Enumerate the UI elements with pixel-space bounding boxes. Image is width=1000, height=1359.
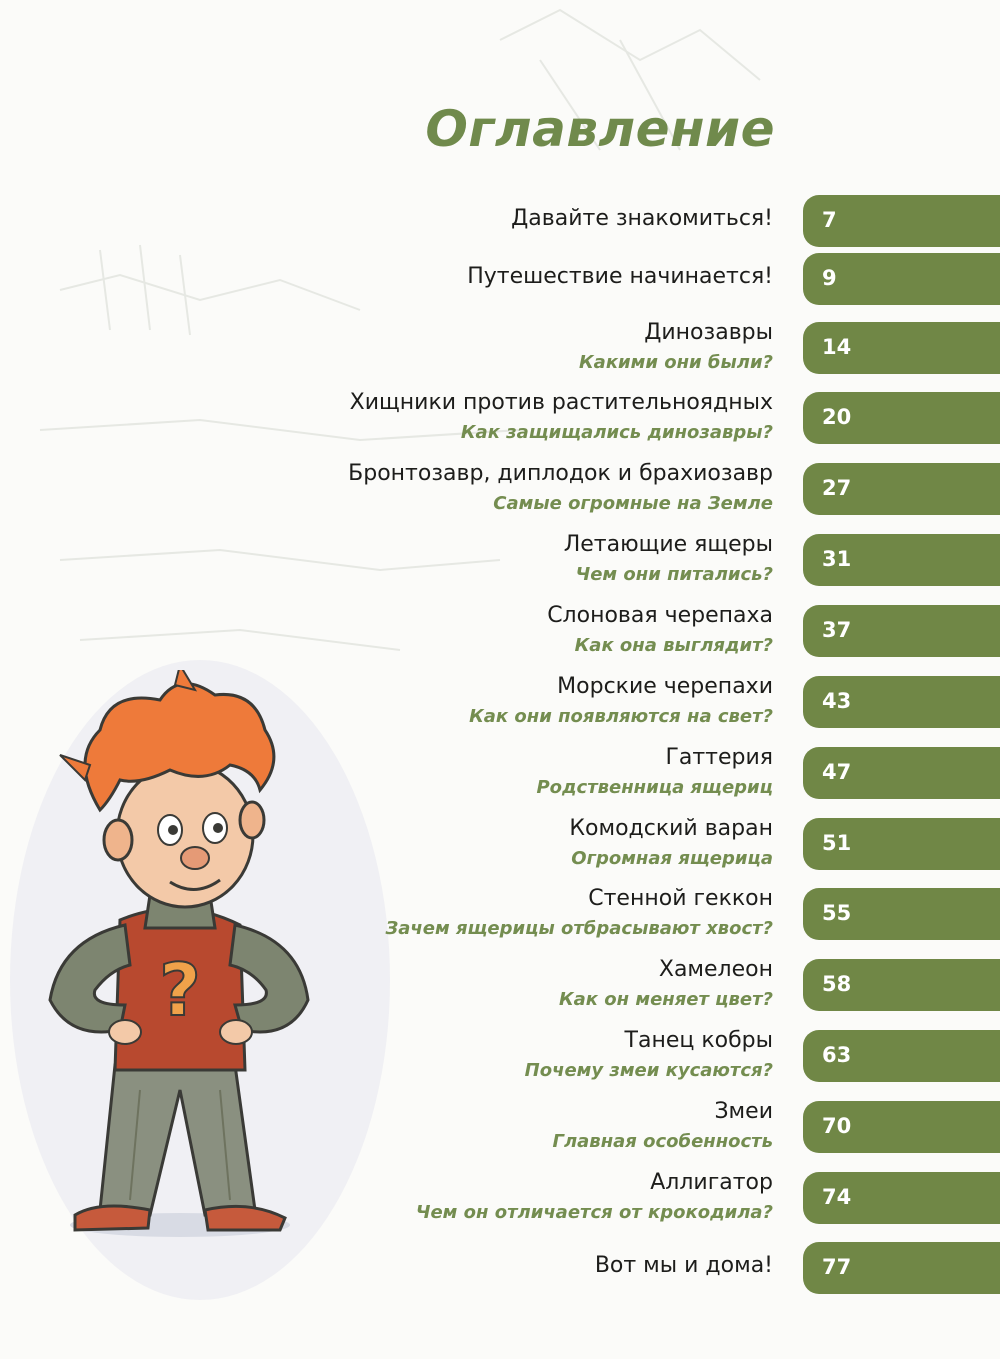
entry-title: Гаттерия	[665, 745, 773, 770]
page-number: 70	[822, 1114, 852, 1138]
boy-character-icon	[30, 670, 330, 1245]
page-number: 63	[822, 1043, 852, 1067]
page-number: 37	[822, 618, 852, 642]
entry-title: Аллигатор	[650, 1170, 773, 1195]
entry-title: Давайте знакомиться!	[511, 206, 773, 231]
entry-title: Морские черепахи	[557, 674, 773, 699]
toc-entry[interactable]	[0, 251, 1000, 313]
toc-entry[interactable]	[0, 193, 1000, 255]
page-number-tab	[803, 1030, 1000, 1082]
page-number: 7	[822, 208, 837, 232]
page-title: Оглавление	[425, 100, 775, 158]
entry-subtitle: Главная особенность	[552, 1131, 773, 1152]
page-number-tab	[803, 392, 1000, 444]
toc-entry[interactable]	[0, 603, 1000, 665]
page-number-tab	[803, 253, 1000, 305]
page-number: 43	[822, 689, 852, 713]
page-number: 20	[822, 405, 852, 429]
page-number: 58	[822, 972, 852, 996]
entry-subtitle: Как защищались динозавры?	[460, 422, 773, 443]
entry-subtitle: Как они появляются на свет?	[469, 706, 773, 727]
toc-entry[interactable]	[0, 390, 1000, 452]
entry-title: Вот мы и дома!	[594, 1253, 773, 1278]
page-number: 51	[822, 831, 852, 855]
entry-title: Путешествие начинается!	[467, 264, 773, 289]
page-number: 74	[822, 1185, 852, 1209]
page-number: 47	[822, 760, 852, 784]
page-number-tab	[803, 818, 1000, 870]
page-number-tab	[803, 959, 1000, 1011]
page-number-tab	[803, 195, 1000, 247]
entry-title: Хищники против растительноядных	[349, 390, 773, 415]
page-number-tab	[803, 463, 1000, 515]
entry-title: Хамелеон	[658, 957, 773, 982]
page-number-tab	[803, 1101, 1000, 1153]
entry-subtitle: Почему змеи кусаются?	[524, 1060, 773, 1081]
page-number-tab	[803, 1242, 1000, 1294]
entry-title: Комодский варан	[569, 816, 773, 841]
entry-title: Танец кобры	[624, 1028, 773, 1053]
entry-subtitle: Как он меняет цвет?	[558, 989, 773, 1010]
entry-title: Летающие ящеры	[563, 532, 773, 557]
page-number: 55	[822, 901, 852, 925]
toc-entry[interactable]	[0, 532, 1000, 594]
page-number-tab	[803, 1172, 1000, 1224]
page-number: 31	[822, 547, 852, 571]
entry-subtitle: Чем он отличается от крокодила?	[415, 1202, 773, 1223]
entry-subtitle: Зачем ящерицы отбрасывают хвост?	[385, 918, 773, 939]
entry-title: Стенной геккон	[588, 886, 773, 911]
entry-subtitle: Родственница ящериц	[536, 777, 773, 798]
page-number-tab	[803, 888, 1000, 940]
toc-entry[interactable]	[0, 320, 1000, 382]
page-number: 14	[822, 335, 852, 359]
page-number: 27	[822, 476, 852, 500]
toc-entry[interactable]	[0, 1240, 1000, 1302]
entry-title: Слоновая черепаха	[547, 603, 773, 628]
page-number: 9	[822, 266, 837, 290]
entry-subtitle: Чем они питались?	[575, 564, 773, 585]
page-number: 77	[822, 1255, 852, 1279]
page-number-tab	[803, 605, 1000, 657]
page-number-tab	[803, 747, 1000, 799]
page-number-tab	[803, 676, 1000, 728]
page-number-tab	[803, 322, 1000, 374]
entry-subtitle: Как она выглядит?	[574, 635, 773, 656]
entry-title: Бронтозавр, диплодок и брахиозавр	[348, 461, 773, 486]
entry-title: Змеи	[714, 1099, 773, 1124]
shirt-question-mark: ?	[159, 948, 201, 1032]
entry-subtitle: Какими они были?	[578, 352, 773, 373]
toc-entry[interactable]	[0, 461, 1000, 523]
entry-title: Динозавры	[644, 320, 773, 345]
page-number-tab	[803, 534, 1000, 586]
entry-subtitle: Самые огромные на Земле	[493, 493, 773, 514]
entry-subtitle: Огромная ящерица	[571, 848, 773, 869]
